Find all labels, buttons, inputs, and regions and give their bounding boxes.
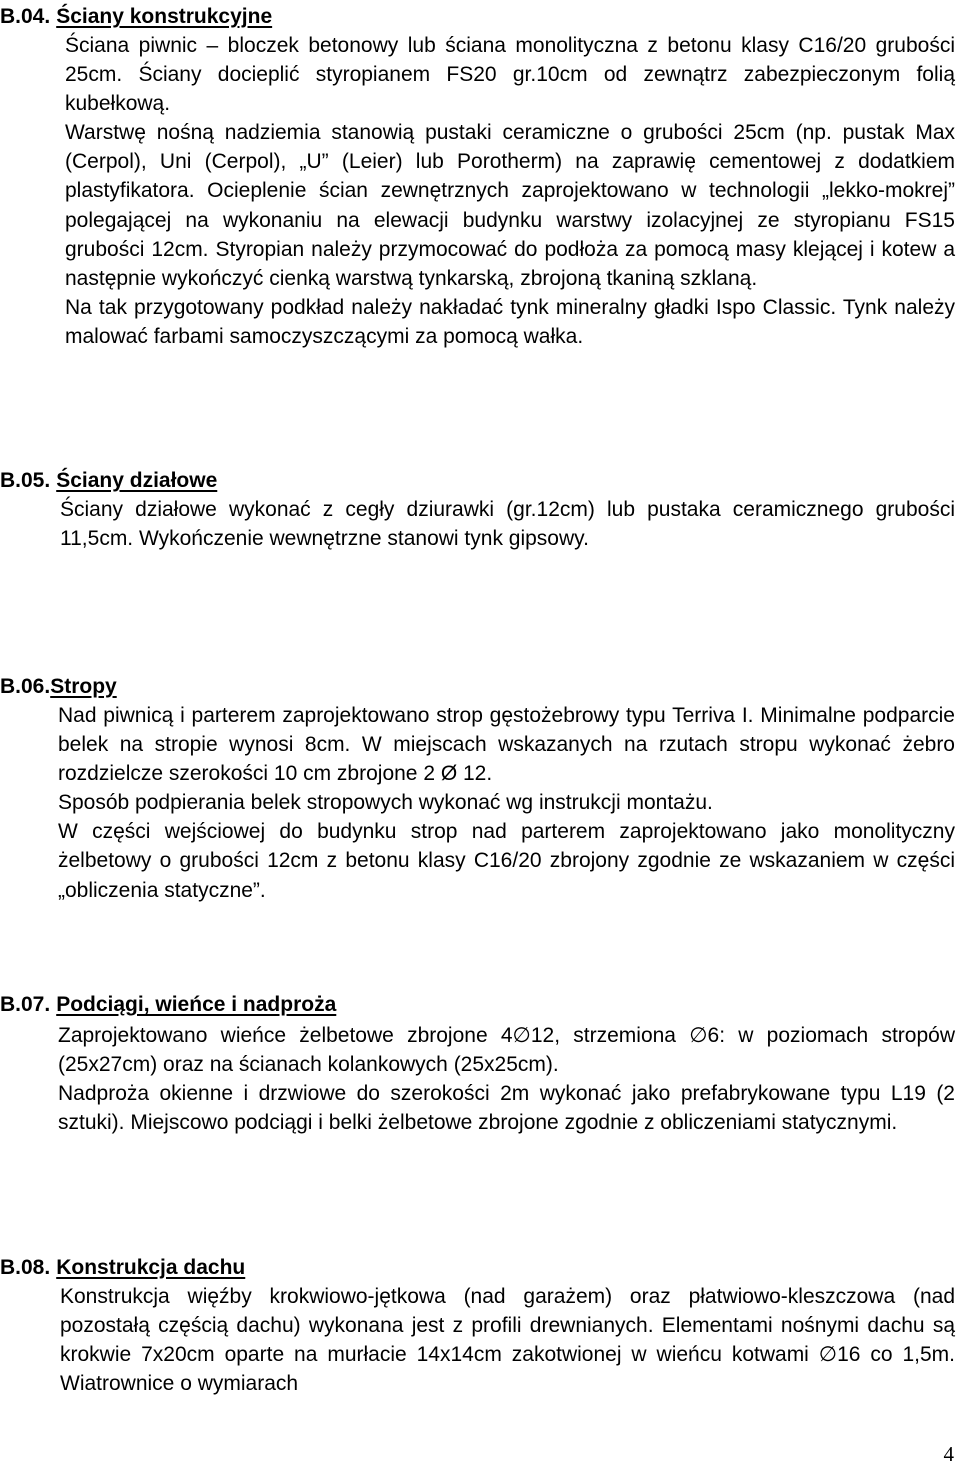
section-title: Podciągi, wieńce i nadproża [56,993,337,1016]
section-body-b07 [58,1021,955,1137]
section-title: Ściany konstrukcyjne [56,5,273,28]
section-body-b08 [60,1282,955,1398]
paragraph: Konstrukcja więźby krokwiowo-jętkowa (nad garażem) oraz płatwiowo-kleszczowa (nad pozostałą częścią dachu) wykonana jest z profili drewnianych. Elementami nośnymi dachu są krokwie 7x20cm oparte na murłacie 14x14cm zakotwionej w wieńcu kotwami ∅16 co 1,5m. Wiatrownice o wymiarach [60,1285,955,1396]
section-number: B.06. [0,675,51,698]
section-title: Ściany działowe [56,469,218,492]
section-title: Konstrukcja dachu [56,1256,246,1279]
page-number: 4 [943,1442,954,1466]
paragraph: Na tak przygotowany podkład należy nakładać tynk mineralny gładki Ispo Classic. Tynk należy malować farbami samoczyszczącymi za pomocą wałka. [65,295,955,348]
section-heading-b04 [0,2,272,31]
paragraph: Ściana piwnic – bloczek betonowy lub ściana monolityczna z betonu klasy C16/20 grubości 25cm. Ściany docieplić styropianem FS20 gr.10cm od zewnątrz zabezpieczonym folią kubełkową. [65,34,955,116]
paragraph: Nad piwnicą i parterem zaprojektowano strop gęstożebrowy typu Terriva I. Minimalne podparcie belek na stropie wynosi 8cm. W miejscach wskazanych na rzutach stropu wykonać żebro rozdzielcze szerokości 10 cm zbrojone 2 Ø 12. [58,704,955,786]
section-heading-b06 [0,672,117,701]
paragraph: Warstwę nośną nadziemia stanowią pustaki ceramiczne o grubości 25cm (np. pustak Max (Cerpol), Uni (Cerpol), „U” (Leier) lub Porotherm) na zaprawię cementowej z dodatkiem plastyfikatora. Ocieplenie ścian zewnętrznych zaprojektowano w technologii „lekko-mokrej” polegającej na wykonaniu na elewacji budynku warstwy izolacyjnej ze styropianu FS15 grubości 12cm. Styropian należy przymocować do podłoża za pomocą masy klejącej i kotew a następnie wykończyć cienką warstwą tynkarską, zbrojoną tkaniną szklaną. [65,121,955,290]
paragraph: Nadproża okienne i drzwiowe do szerokości 2m wykonać jako prefabrykowane typu L19 (2 sztuki). Miejscowo podciągi i belki żelbetowe zbrojone zgodnie z obliczeniami statycznymi. [58,1082,955,1135]
paragraph: Sposób podpierania belek stropowych wykonać wg instrukcji montażu. [58,791,713,815]
section-title: Stropy [50,675,117,698]
paragraph: Ściany działowe wykonać z cegły dziurawki (gr.12cm) lub pustaka ceramicznego grubości 11,5cm. Wykończenie wewnętrzne stanowi tynk gipsowy. [60,498,955,551]
section-number: B.08. [0,1256,51,1279]
section-number: B.04. [0,5,51,28]
section-number: B.05. [0,469,51,492]
section-body-b04 [65,31,955,351]
section-heading-b07 [0,990,336,1019]
section-heading-b05 [0,466,217,495]
section-body-b06 [58,701,955,905]
section-heading-b08 [0,1253,245,1282]
paragraph: Zaprojektowano wieńce żelbetowe zbrojone 4∅12, strzemiona ∅6: w poziomach stropów (25x27cm) oraz na ścianach kolankowych (25x25cm). [58,1024,955,1077]
section-number: B.07. [0,993,51,1016]
paragraph: W części wejściowej do budynku strop nad parterem zaprojektowano jako monolityczny żelbetowy o grubości 12cm z betonu klasy C16/20 zbrojony zgodnie ze wskazaniem w części „obliczenia statyczne”. [58,820,955,902]
section-body-b05 [60,495,955,553]
